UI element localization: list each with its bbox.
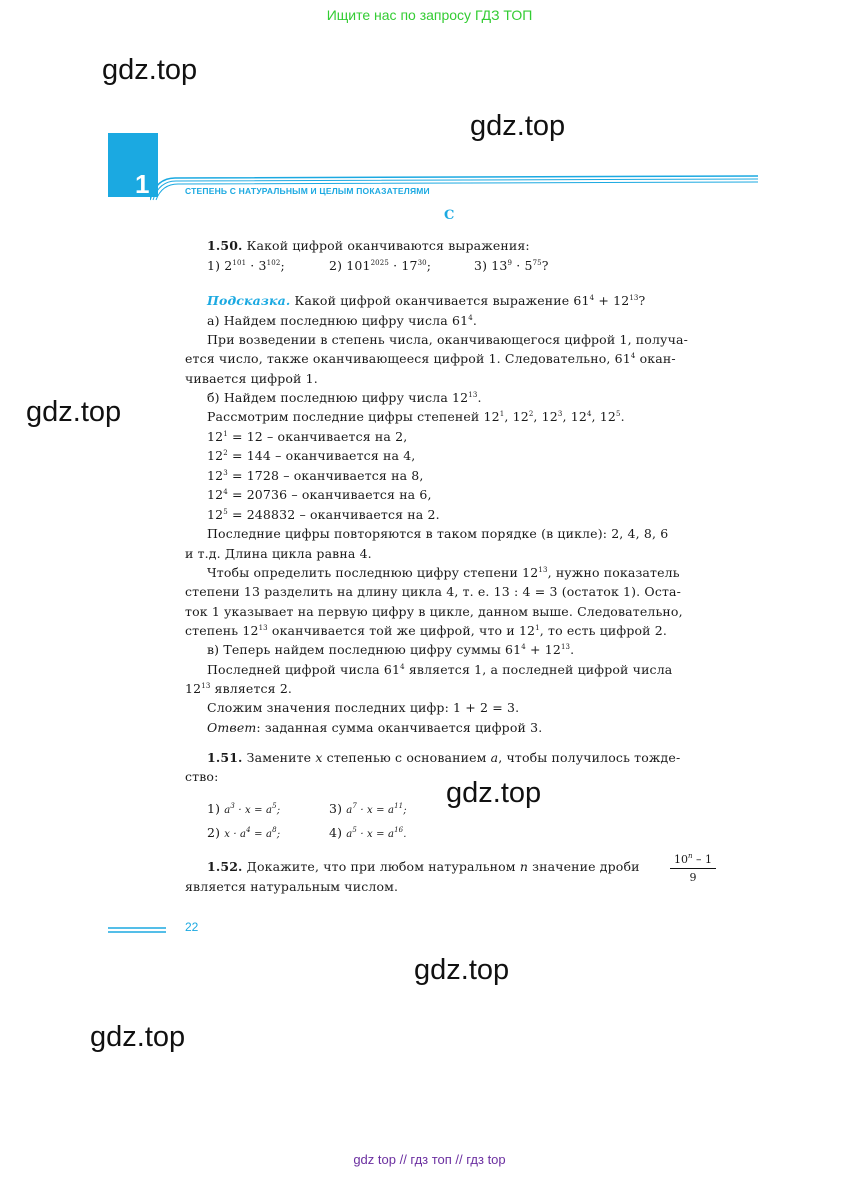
problem-1-52: 1.52. Докажите, что при любом натуральном n значение дроби [207,859,640,874]
top-banner[interactable]: Ищите нас по запросу ГДЗ ТОП [326,7,533,23]
fraction-denominator: 9 [689,871,697,884]
hint-line: $12^{13}$ является 2. [185,681,293,696]
power-line: $12^4 = 20736$ – оканчивается на 6, [207,487,432,502]
fraction [670,853,716,884]
problem-1-50-item-3: 3) $13^9 \cdot 5^{75}$? [474,258,549,273]
hint-line: чивается цифрой 1. [185,371,318,386]
problem-1-51: 1.51. Замените x степенью с основанием a, чтобы получилось тожде- [207,750,681,765]
power-line: $12^5 = 248832$ – оканчивается на 2. [207,507,440,522]
power-line: $12^1 = 12$ – оканчивается на 2, [207,429,408,444]
formula-item: 4) $a^5 \cdot x = a^{16}$. [329,825,407,840]
hint-line: Последней цифрой числа $61^4$ является 1, а последней цифрой числа [207,662,673,677]
problem-number: 1.52. [207,859,243,874]
answer-line: Ответ: заданная сумма оканчивается цифрой 3. [207,720,543,735]
watermark: gdz.top [90,1021,186,1053]
problem-text: Какой цифрой оканчиваются выражения: [246,238,530,253]
hint-line: и т.д. Длина цикла равна 4. [185,546,372,561]
hint-line: Сложим значения последних цифр: 1 + 2 = 3. [207,700,520,715]
problem-1-50 [207,238,530,253]
power-line: $12^3 = 1728$ – оканчивается на 8, [207,468,424,483]
hint-line: ется число, также оканчивающееся цифрой 1. Следовательно, $61^4$ окан- [185,351,676,366]
watermark: gdz.top [102,54,198,86]
hint-line: б) Найдем последнюю цифру числа $12^{13}$. [207,390,482,405]
chapter-title: СТЕПЕНЬ С НАТУРАЛЬНЫМ И ЦЕЛЫМ ПОКАЗАТЕЛЯМИ [185,186,430,196]
problem-1-50-item-1: 1) $2^{101} \cdot 3^{102}$; [207,258,285,273]
formula-item: 2) $x \cdot a^4 = a^8$; [207,825,281,840]
hint-line: а) Найдем последнюю цифру числа $61^4$. [207,313,477,328]
hint-line: При возведении в степень числа, оканчивающегося цифрой 1, получа- [207,332,688,347]
problem-text: ство: [185,769,219,784]
page-number: 22 [185,920,199,934]
hint-question: Подсказка. Какой цифрой оканчивается выражение $61^4 + 12^{13}$? [207,293,646,308]
hint-line: Последние цифры повторяются в таком порядке (в цикле): 2, 4, 8, 6 [207,526,669,541]
difficulty-level: C [444,208,455,223]
watermark: gdz.top [470,110,566,142]
problem-1-50-item-2: 2) $101^{2025} \cdot 17^{30}$; [329,258,432,273]
problem-number: 1.51. [207,750,243,765]
power-line: $12^2 = 144$ – оканчивается на 4, [207,448,416,463]
problem-text: является натуральным числом. [185,879,399,894]
fraction-numerator: 10$^n$ – 1 [670,853,716,869]
hint-line: степень $12^{13}$ оканчивается той же цифрой, что и $12^1$, то есть цифрой 2. [185,623,667,638]
hint-line: степени 13 разделить на длину цикла 4, т. е. 13 : 4 = 3 (остаток 1). Оста- [185,584,682,599]
formula-item: 1) $a^3 \cdot x = a^5$; [207,801,281,816]
problem-number: 1.50. [207,238,243,253]
hint-line: Чтобы определить последнюю цифру степени $12^{13}$, нужно показатель [207,565,680,580]
page-number-rule [108,926,166,934]
formula-item: 3) $a^7 \cdot x = a^{11}$; [329,801,407,816]
watermark: gdz.top [26,396,122,428]
hint-line: ток 1 указывает на первую цифру в цикле, данном выше. Следовательно, [185,604,683,619]
hint-line: в) Теперь найдем последнюю цифру суммы $61^4 + 12^{13}$. [207,642,575,657]
watermark: gdz.top [414,954,510,986]
answer-label: Ответ [207,720,257,735]
footer-links[interactable]: gdz top // гдз топ // гдз top [353,1152,506,1167]
hint-line: Рассмотрим последние цифры степеней $12^1$, $12^2$, $12^3$, $12^4$, $12^5$. [207,409,625,424]
hint-label: Подсказка. [207,293,291,308]
chapter-number: 1 [135,169,150,199]
watermark: gdz.top [446,777,542,809]
